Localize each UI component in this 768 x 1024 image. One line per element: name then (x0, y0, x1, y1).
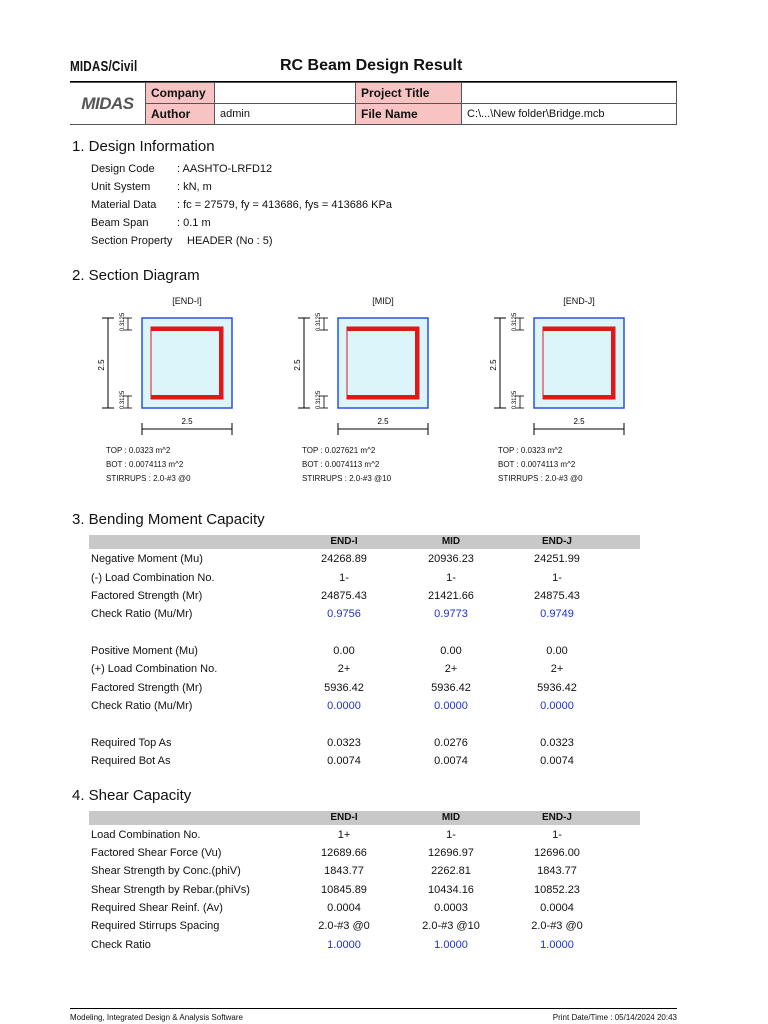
row-label: Factored Strength (Mr) (91, 590, 203, 602)
row-value: 0.0004 (540, 902, 574, 914)
section-stirrups-note: STIRRUPS : 2.0-#3 @10 (302, 474, 392, 483)
column-header: MID (441, 536, 461, 547)
row-value: 5936.42 (324, 682, 364, 694)
row-value: 24268.89 (321, 553, 367, 565)
row-value: 0.0074 (434, 755, 468, 767)
section-panel-end-j (484, 296, 674, 496)
row-value: 0.0074 (327, 755, 361, 767)
row-value: 1- (446, 572, 456, 584)
design-info-value: HEADER (No : 5) (187, 235, 273, 247)
section-bot-note: BOT : 0.0074113 m^2 (498, 460, 576, 469)
company-label: Company (146, 83, 215, 104)
concrete-section (338, 318, 428, 408)
section-top-note: TOP : 0.0323 m^2 (106, 446, 171, 455)
row-label: Factored Strength (Mr) (91, 682, 203, 694)
row-value: 0.0000 (540, 700, 574, 712)
column-header: END-I (330, 536, 358, 547)
section-diagram-heading: 2. Section Diagram (72, 267, 200, 284)
row-value: 24251.99 (534, 553, 580, 565)
row-value: 20936.23 (428, 553, 474, 565)
row-label: Required Stirrups Spacing (91, 920, 220, 932)
row-label: Required Bot As (91, 755, 171, 767)
project-title-value (462, 83, 677, 104)
height-dimension-label: 2.5 (489, 359, 498, 371)
project-title-label: Project Title (356, 83, 462, 104)
row-value: 1843.77 (324, 865, 364, 877)
row-label: Negative Moment (Mu) (91, 553, 203, 565)
row-label: Check Ratio (Mu/Mr) (91, 700, 193, 712)
section-bot-note: BOT : 0.0074113 m^2 (106, 460, 184, 469)
section-stirrups-note: STIRRUPS : 2.0-#3 @0 (106, 474, 191, 483)
design-info-value: : AASHTO-LRFD12 (177, 163, 273, 175)
row-value: 1- (446, 829, 456, 841)
footer-software: Modeling, Integrated Design & Analysis Software (70, 1013, 243, 1022)
row-value: 0.0323 (327, 737, 361, 749)
row-value: 24875.43 (321, 590, 367, 602)
section-stirrups-note: STIRRUPS : 2.0-#3 @0 (498, 474, 583, 483)
row-value: 0.0000 (327, 700, 361, 712)
row-value: 1.0000 (327, 939, 361, 951)
row-label: Required Top As (91, 737, 172, 749)
author-value: admin (215, 104, 356, 125)
side-rebar (611, 327, 615, 399)
row-label: Positive Moment (Mu) (91, 645, 198, 657)
section-panel-mid (288, 296, 478, 496)
design-info-key: Material Data (91, 199, 157, 211)
row-label: Factored Shear Force (Vu) (91, 847, 222, 859)
shear-heading: 4. Shear Capacity (72, 787, 192, 804)
midas-logo: MIDAS (70, 83, 146, 125)
column-header: END-J (541, 812, 572, 823)
row-value: 2+ (550, 663, 564, 675)
section-drawing (92, 310, 282, 460)
row-label: Check Ratio (Mu/Mr) (91, 608, 193, 620)
design-info-key: Unit System (91, 181, 151, 193)
section-bot-note: BOT : 0.0074113 m^2 (302, 460, 380, 469)
row-value: 1843.77 (537, 865, 577, 877)
author-label: Author (146, 104, 215, 125)
row-value: 2+ (444, 663, 458, 675)
design-info-row (91, 199, 392, 211)
section-top-note: TOP : 0.0323 m^2 (498, 446, 563, 455)
row-value: 0.00 (333, 645, 355, 657)
row-label: Shear Strength by Rebar.(phiVs) (91, 884, 250, 896)
row-value: 2.0-#3 @0 (318, 920, 370, 932)
cover-dimension-label: 0.3125 (316, 312, 322, 332)
row-label: Required Shear Reinf. (Av) (91, 902, 223, 914)
column-header: END-J (541, 536, 572, 547)
row-value: 2.0-#3 @0 (531, 920, 583, 932)
section-panel-end-i (92, 296, 282, 496)
row-value: 10845.89 (321, 884, 367, 896)
section-caption: [MID] (372, 296, 394, 306)
design-info-value: : kN, m (177, 181, 212, 193)
section-top-note: TOP : 0.027621 m^2 (302, 446, 376, 455)
design-info-row (91, 163, 272, 175)
row-label: Shear Strength by Conc.(phiV) (91, 865, 241, 877)
section-caption: [END-J] (563, 296, 595, 306)
row-value: 0.0000 (434, 700, 468, 712)
row-value: 10434.16 (428, 884, 474, 896)
column-header: MID (441, 812, 461, 823)
design-info-row (91, 235, 273, 247)
top-rebar (543, 327, 615, 331)
row-value: 2.0-#3 @10 (422, 920, 480, 932)
section-caption: [END-I] (172, 296, 202, 306)
design-info-key: Design Code (91, 163, 155, 175)
row-value: 10852.23 (534, 884, 580, 896)
company-value (215, 83, 356, 104)
row-value: 5936.42 (431, 682, 471, 694)
row-value: 21421.66 (428, 590, 474, 602)
row-value: 5936.42 (537, 682, 577, 694)
design-info-key: Beam Span (91, 217, 149, 229)
row-value: 0.0323 (540, 737, 574, 749)
row-value: 0.0004 (327, 902, 361, 914)
file-name-label: File Name (356, 104, 462, 125)
section-drawing (484, 310, 674, 460)
row-value: 0.9756 (327, 608, 361, 620)
row-value: 0.0276 (434, 737, 468, 749)
footer-print-date: Print Date/Time : 05/14/2024 20:43 (552, 1013, 677, 1022)
project-info-table (70, 82, 677, 125)
design-info-key: Section Property (91, 235, 173, 247)
bending-heading: 3. Bending Moment Capacity (72, 511, 265, 528)
row-value: 24875.43 (534, 590, 580, 602)
design-info-row (91, 217, 211, 229)
row-value: 12689.66 (321, 847, 367, 859)
row-label: (+) Load Combination No. (91, 663, 218, 675)
cover-dimension-label: 0.3125 (512, 390, 518, 410)
row-value: 1+ (337, 829, 351, 841)
brand-name: MIDAS/Civil (70, 58, 138, 75)
row-value: 0.9773 (434, 608, 468, 620)
bottom-rebar (151, 395, 223, 399)
row-value: 0.00 (440, 645, 462, 657)
cover-dimension-label: 0.3125 (512, 312, 518, 332)
row-value: 1.0000 (434, 939, 468, 951)
width-dimension-label: 2.5 (573, 417, 585, 426)
cover-dimension-label: 0.3125 (120, 390, 126, 410)
concrete-section (142, 318, 232, 408)
width-dimension-label: 2.5 (181, 417, 193, 426)
row-value: 12696.00 (534, 847, 580, 859)
row-value: 12696.97 (428, 847, 474, 859)
row-value: 1- (552, 572, 562, 584)
cover-dimension-label: 0.3125 (316, 390, 322, 410)
height-dimension-label: 2.5 (97, 359, 106, 371)
top-rebar (151, 327, 223, 331)
design-info-value: : fc = 27579, fy = 413686, fys = 413686 KPa (177, 199, 392, 211)
cover-dimension-label: 0.3125 (120, 312, 126, 332)
design-info-heading: 1. Design Information (72, 138, 215, 155)
row-value: 0.0003 (434, 902, 468, 914)
file-name-value: C:\...\New folder\Bridge.mcb (462, 104, 677, 125)
row-value: 1- (339, 572, 349, 584)
bottom-rebar (347, 395, 419, 399)
row-value: 2262.81 (431, 865, 471, 877)
design-info-row (91, 181, 212, 193)
footer-rule (70, 1008, 677, 1009)
height-dimension-label: 2.5 (293, 359, 302, 371)
row-value: 2+ (337, 663, 351, 675)
row-value: 0.0074 (540, 755, 574, 767)
row-value: 0.00 (546, 645, 568, 657)
row-label: (-) Load Combination No. (91, 572, 215, 584)
column-header: END-I (330, 812, 358, 823)
design-info-value: : 0.1 m (177, 217, 211, 229)
concrete-section (534, 318, 624, 408)
row-value: 0.9749 (540, 608, 574, 620)
row-label: Check Ratio (91, 939, 151, 951)
side-rebar (415, 327, 419, 399)
top-rebar (347, 327, 419, 331)
side-rebar (219, 327, 223, 399)
row-value: 1- (552, 829, 562, 841)
width-dimension-label: 2.5 (377, 417, 389, 426)
document-title: RC Beam Design Result (280, 57, 463, 74)
bottom-rebar (543, 395, 615, 399)
row-label: Load Combination No. (91, 829, 201, 841)
row-value: 1.0000 (540, 939, 574, 951)
section-drawing (288, 310, 478, 460)
